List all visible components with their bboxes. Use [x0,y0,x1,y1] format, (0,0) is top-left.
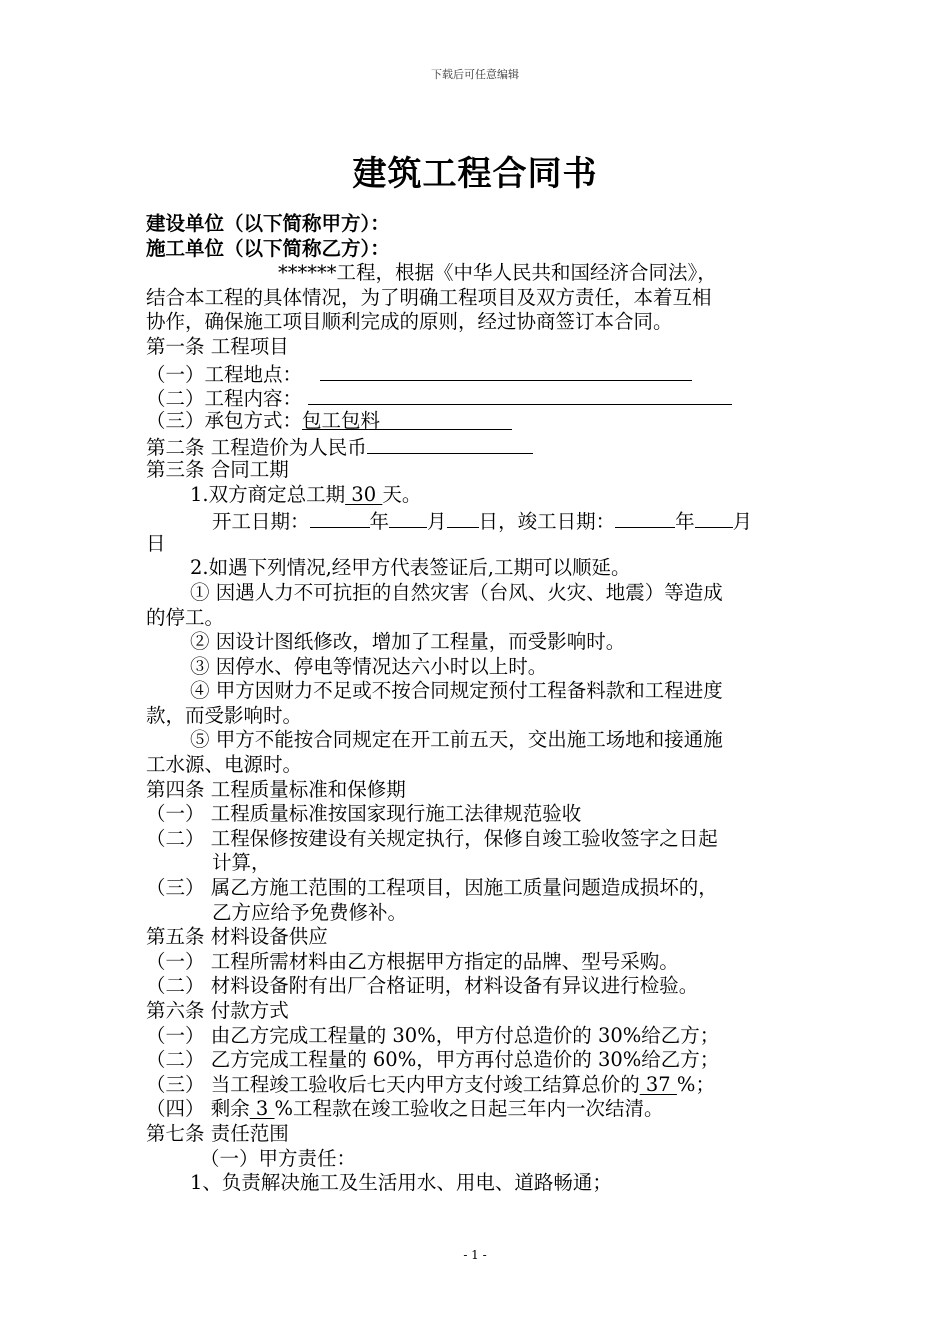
retention-label: （四） 剩余 [146,1097,250,1121]
page-number: - 1 - [463,1248,487,1262]
retention-text: %工程款在竣工验收之日起三年内一次结清。 [274,1097,664,1121]
final-payment-percent[interactable]: 37 [639,1072,677,1096]
article-4-item-3-b: 乙方应给予免费修补。 [212,900,408,924]
retention-percent[interactable]: 3 [249,1097,275,1121]
duration-days[interactable]: 30 [345,482,383,506]
extension-intro: 2.如遇下列情况,经甲方代表签证后,工期可以顺延。 [190,556,631,580]
duration-label: 1.双方商定总工期 [190,482,346,506]
duration-line [146,483,808,508]
party-a-line: 建设单位（以下简称甲方）： [146,212,390,235]
end-month-blank[interactable] [695,507,733,528]
article-4-item-1: （一） 工程质量标准按国家现行施工法律规范验收 [146,802,582,826]
article-1-title: 第一条 工程项目 [146,334,289,358]
article-7-sub-1: （一）甲方责任： [200,1146,357,1170]
end-date-label: ，竣工日期： [498,510,616,534]
article-4-item-2-b: 计算， [212,851,271,875]
duration-unit: 天。 [382,482,422,506]
start-month-blank[interactable] [389,507,427,528]
start-year-blank[interactable] [310,507,370,528]
month-label: 月 [732,510,753,534]
article-6-item-1: （一） 由乙方完成工程量的 30%，甲方付总造价的 30%给乙方； [146,1023,720,1047]
case-1-a: ① 因遇人力不可抗拒的自然灾害（台风、火灾、地震）等造成 [190,580,723,604]
article-3-title: 第三条 合同工期 [146,457,289,481]
final-payment-unit: %； [676,1072,715,1096]
article-4-title: 第四条 工程质量标准和保修期 [146,777,406,801]
start-day-blank[interactable] [447,507,479,528]
price-blank[interactable] [367,433,533,454]
price-label: 第二条 工程造价为人民币 [146,436,367,460]
article-1-contract-mode [146,409,808,434]
year-label: 年 [675,510,695,534]
location-label: （一）工程地点： [146,362,303,386]
mode-label: （三）承包方式： [146,408,303,432]
year-label: 年 [369,510,390,534]
mode-value[interactable] [302,409,512,430]
intro-line-1: ******工程，根据《中华人民共和国经济合同法》， [278,261,717,285]
case-2: ② 因设计图纸修改，增加了工程量，而受影响时。 [190,630,626,654]
mode-value-text: 包工包料 [302,408,381,432]
final-payment-label: （三） 当工程竣工验收后七天内甲方支付竣工结算总价的 [146,1072,640,1096]
intro-line-3: 协作，确保施工项目顺利完成的原则，经过协商签订本合同。 [146,310,673,334]
article-4-item-2-a: （二） 工程保修按建设有关规定执行，保修自竣工验收签字之日起 [146,826,718,850]
case-5-b: 工水源、电源时。 [146,753,303,777]
dates-line-wrap: 日 [146,531,166,555]
content-blank[interactable] [308,384,732,405]
article-6-item-2: （二） 乙方完成工程量的 60%，甲方再付总造价的 30%给乙方； [146,1048,720,1072]
article-5-item-1: （一） 工程所需材料由乙方根据甲方指定的品牌、型号采购。 [146,949,679,973]
case-5-a: ⑤ 甲方不能按合同规定在开工前五天，交出施工场地和接通施 [190,728,723,752]
case-1-b: 的停工。 [146,605,225,629]
case-3: ③ 因停水、停电等情况达六小时以上时。 [190,654,548,678]
page-header: 下载后可任意编辑 [431,68,519,81]
start-date-label: 开工日期： [212,510,310,534]
case-4-b: 款，而受影响时。 [146,703,303,727]
article-5-item-2: （二） 材料设备附有出厂合格证明，材料设备有异议进行检验。 [146,974,699,998]
case-4-a: ④ 甲方因财力不足或不按合同规定预付工程备料款和工程进度 [190,679,723,703]
location-blank[interactable] [320,360,692,381]
end-year-blank[interactable] [615,507,675,528]
intro-line-2: 结合本工程的具体情况，为了明确工程项目及双方责任，本着互相 [146,285,712,309]
dates-line [146,507,808,532]
day-label: 日 [478,510,499,534]
article-7-title: 第七条 责任范围 [146,1121,289,1145]
article-1-location [146,360,808,385]
article-5-title: 第五条 材料设备供应 [146,925,328,949]
document-title: 建筑工程合同书 [352,154,598,194]
article-1-content [146,384,808,409]
content-label: （二）工程内容： [146,387,303,411]
party-b-line: 施工单位（以下简称乙方）： [146,236,390,260]
article-4-item-3-a: （三） 属乙方施工范围的工程项目，因施工质量问题造成损坏的， [146,876,718,900]
article-7-para-1: 1、负责解决施工及生活用水、用电、道路畅通； [190,1171,612,1195]
article-2-title [146,433,808,458]
article-6-item-4 [146,1097,808,1122]
month-label: 月 [427,510,447,534]
article-6-item-3 [146,1073,808,1098]
contract-body [146,212,808,1196]
article-6-title: 第六条 付款方式 [146,999,289,1022]
